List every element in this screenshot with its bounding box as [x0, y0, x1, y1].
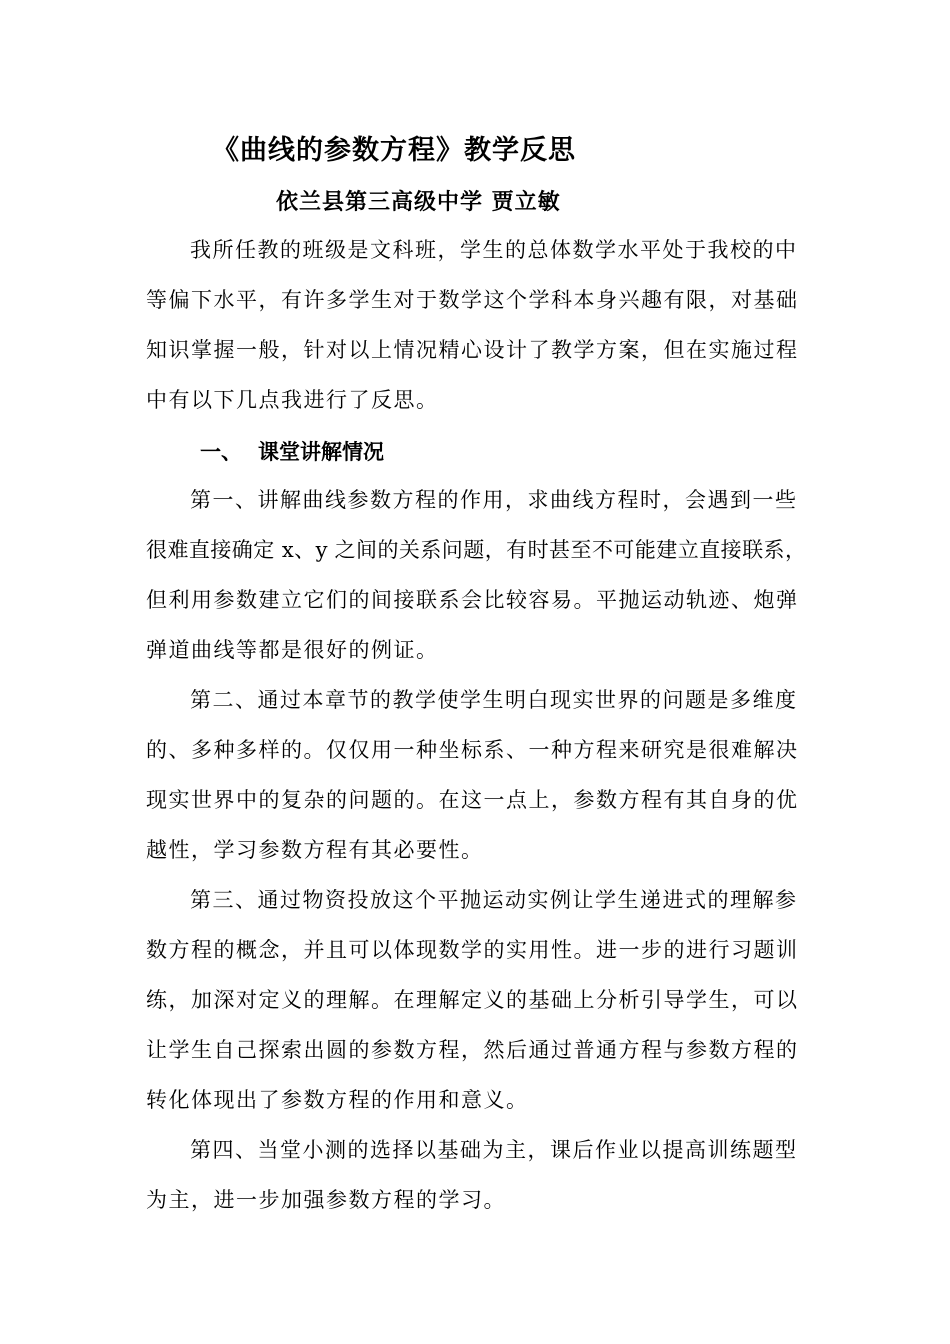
p3-line-4: 让学生自己探索出圆的参数方程，然后通过普通方程与参数方程的 [146, 1038, 799, 1062]
p1-line-2: 很难直接确定 x、y 之间的关系问题，有时甚至不可能建立直接联系， [146, 538, 806, 562]
section-number: 一、 [200, 440, 242, 464]
intro-line-2: 等偏下水平，有许多学生对于数学这个学科本身兴趣有限，对基础 [146, 288, 799, 312]
p4-line-2: 为主，进一步加强参数方程的学习。 [146, 1188, 506, 1212]
p2-line-1: 第二、通过本章节的教学使学生明白现实世界的问题是多维度 [190, 688, 798, 712]
p1-line-4: 弹道曲线等都是很好的例证。 [146, 638, 439, 662]
p3-line-5: 转化体现出了参数方程的作用和意义。 [146, 1088, 529, 1112]
p3-line-2: 数方程的概念，并且可以体现数学的实用性。进一步的进行习题训 [146, 938, 799, 962]
p2-line-3: 现实世界中的复杂的问题的。在这一点上，参数方程有其自身的优 [146, 788, 799, 812]
p2-line-2: 的、多种多样的。仅仅用一种坐标系、一种方程来研究是很难解决 [146, 738, 799, 762]
author-line: 依兰县第三高级中学 贾立敏 [276, 190, 561, 215]
p2-line-4: 越性，学习参数方程有其必要性。 [146, 838, 484, 862]
intro-line-3: 知识掌握一般，针对以上情况精心设计了教学方案，但在实施过程 [146, 338, 799, 362]
intro-line-1: 我所任教的班级是文科班，学生的总体数学水平处于我校的中 [190, 238, 798, 262]
p3-line-1: 第三、通过物资投放这个平抛运动实例让学生递进式的理解参 [190, 888, 798, 912]
document-title: 《曲线的参数方程》教学反思 [212, 135, 576, 166]
p4-line-1: 第四、当堂小测的选择以基础为主，课后作业以提高训练题型 [190, 1138, 798, 1162]
section-heading: 课堂讲解情况 [258, 440, 384, 464]
p1-line-3: 但利用参数建立它们的间接联系会比较容易。平抛运动轨迹、炮弹 [146, 588, 799, 612]
p1-line-1: 第一、讲解曲线参数方程的作用，求曲线方程时，会遇到一些 [190, 488, 798, 512]
p3-line-3: 练，加深对定义的理解。在理解定义的基础上分析引导学生，可以 [146, 988, 799, 1012]
intro-line-4: 中有以下几点我进行了反思。 [146, 388, 439, 412]
